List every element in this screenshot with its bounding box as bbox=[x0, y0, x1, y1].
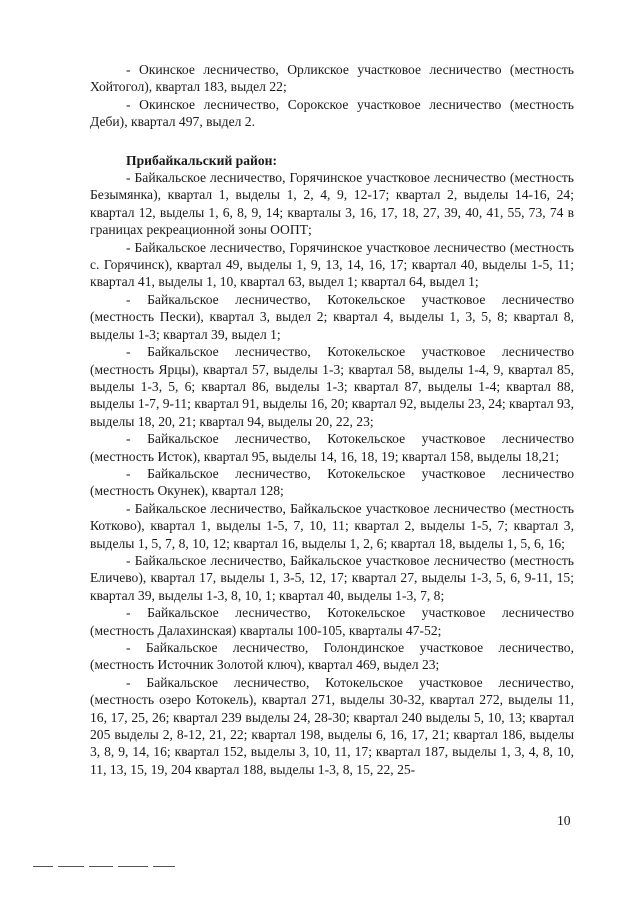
list-item: - Байкальское лесничество, Котокельское участковое лесничество (местность Далахинская) кварталы 100-105, кварталы 47-52; bbox=[90, 605, 574, 638]
scan-artifact-line bbox=[89, 866, 113, 867]
list-item: - Байкальское лесничество, Голондинское участковое лесничество, (местность Источник Золотой ключ), квартал 469, выдел 23; bbox=[90, 640, 574, 673]
scan-artifact-line bbox=[118, 866, 148, 867]
scan-artifact-line bbox=[153, 866, 175, 867]
list-item: - Байкальское лесничество, Котокельское участковое лесничество (местность Окунек), квартал 128; bbox=[90, 465, 574, 499]
page-number: 10 bbox=[557, 813, 571, 828]
list-item: - Байкальское лесничество, Котокельское участковое лесничество (местность Исток), квартал 95, выделы 14, 16, 18, 19; квартал 158, выделы 18,21; bbox=[90, 431, 574, 464]
scan-artifact-line bbox=[58, 866, 84, 867]
intro-paragraph-1: - Окинское лесничество, Орликское участковое лесничество (местность Хойтогол), квартал 183, выдел 22; bbox=[90, 62, 574, 95]
list-item: - Байкальское лесничество, Байкальское участковое лесничество (местность Котково), квартал 1, выделы 1-5, 7, 10, 11; квартал 2, выделы 1-5, 7; квартал 3, выделы 1, 5, 7, 8, 10, 12; квартал 16, выделы 1, 2, 6; квартал 18, выделы 1, 5, 6, 16; bbox=[90, 500, 574, 551]
district-heading: Прибайкальский район: bbox=[126, 152, 278, 168]
list-item: - Байкальское лесничество, Котокельское участковое лесничество, (местность озеро Котокель), квартал 271, выделы 30-32, квартал 272, выделы 11, 16, 17, 25, 26; квартал 239 выделы 24, 28-30; квартал 240 выделы 5, 10, 13; квартал 205 выделы 2, 8-12, 21, 22; квартал 198, выделы 6, 16, 17, 21; квартал 186, выделы 3, 8, 9, 14, 16; квартал 152, выделы 3, 10, 11, 17; квартал 187, выделы 1, 3, 4, 8, 10, 11, 13, 15, 19, 204 квартал 188, выделы 1-3, 8, 15, 22, 25- bbox=[90, 674, 574, 777]
list-item: - Байкальское лесничество, Горячинское участковое лесничество (местность Безымянка), квартал 1, выделы 1, 2, 4, 9, 12-17; квартал 2, выделы 14-16, 24; квартал 12, выделы 1, 6, 8, 9, 14; кварталы 3, 16, 17, 18, 27, 39, 40, 41, 55, 73, 74 в границах рекреационной зоны ООПТ; bbox=[90, 170, 574, 238]
intro-paragraph-2: - Окинское лесничество, Сорокское участковое лесничество (местность Деби), квартал 497, выдел 2. bbox=[90, 96, 574, 130]
list-item: - Байкальское лесничество, Котокельское участковое лесничество (местность Пески), квартал 3, выдел 2; квартал 4, выделы 1, 3, 5, 8; квартал 8, выделы 1-3; квартал 39, выдел 1; bbox=[90, 291, 574, 342]
scan-artifact-line bbox=[33, 866, 53, 867]
list-item: - Байкальское лесничество, Котокельское участковое лесничество (местность Ярцы), квартал 57, выделы 1-3; квартал 58, выделы 1-4, 9, квартал 85, выделы 1-3, 5, 6; квартал 86, выделы 1-3; квартал 87, выделы 1-4; квартал 88, выделы 1-7, 9-11; квартал 91, выделы 16, 20; квартал 92, выделы 23, 24; квартал 93, выделы 18, 20, 21; квартал 94, выделы 20, 22, 23; bbox=[90, 344, 574, 429]
list-item: - Байкальское лесничество, Горячинское участковое лесничество (местность с. Горячинск), квартал 49, выделы 1, 9, 13, 14, 16, 17; квартал 40, выделы 1-5, 11; квартал 41, выделы 1, 10, квартал 63, выдел 1; квартал 64, выдел 1; bbox=[90, 239, 574, 290]
document-body bbox=[90, 61, 574, 778]
list-item: - Байкальское лесничество, Байкальское участковое лесничество (местность Еличево), квартал 17, выделы 1, 3-5, 12, 17; квартал 27, выделы 1-3, 5, 6, 9-11, 15; квартал 39, выделы 1-3, 8, 10, 1; квартал 40, выделы 1-3, 7, 8; bbox=[90, 552, 574, 603]
